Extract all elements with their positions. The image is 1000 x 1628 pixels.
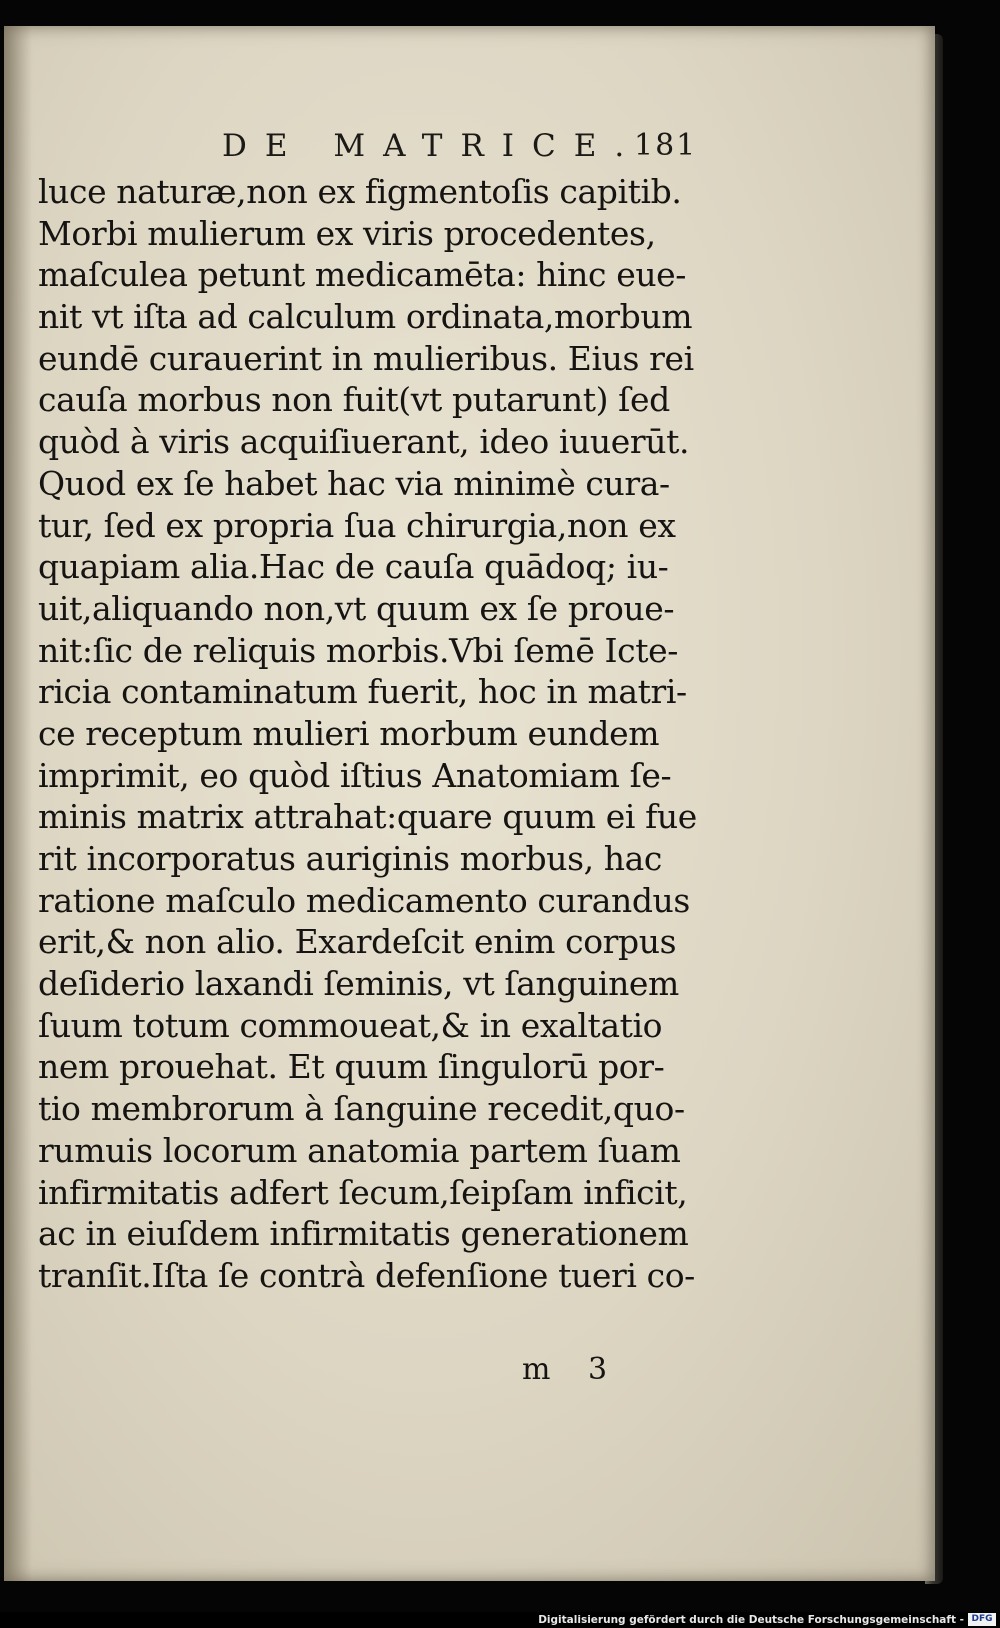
running-head-title: DE MATRICE. (222, 128, 643, 164)
text-line: ac in eiuſdem infirmitatis generationem (38, 1214, 689, 1254)
text-line: tranſit.Iſta ſe contrà defenſione tueri co- (38, 1255, 695, 1295)
body-text (38, 171, 698, 1297)
text-line: deſiderio laxandi ſeminis, vt ſanguinem (38, 964, 679, 1004)
text-line: rumuis locorum anatomia partem ſuam (38, 1130, 681, 1170)
text-line: uit,aliquando non,vt quum ex ſe proue- (38, 588, 675, 628)
text-line: nit:ſic de reliquis morbis.Vbi ſemē Icte- (38, 630, 678, 670)
text-line: infirmitatis adfert ſecum,ſeipſam inficit, (38, 1172, 688, 1212)
text-line: tio membrorum à ſanguine recedit,quo- (38, 1089, 685, 1129)
text-line: nem prouehat. Et quum ſingulorū por- (38, 1047, 665, 1087)
text-line: luce naturæ,non ex figmentoſis capitib. (38, 172, 682, 211)
text-line: tur, ſed ex propria ſua chirurgia,non ex (38, 505, 676, 545)
text-line: Quod ex ſe habet hac via minimè cura- (38, 463, 670, 503)
text-line: minis matrix attrahat:quare quum ei fue (38, 797, 697, 837)
text-line: rit incorporatus auriginis morbus, hac (38, 839, 662, 878)
text-line: ce receptum mulieri morbum eundem (38, 713, 660, 753)
dfg-logo: DFG (968, 1613, 996, 1626)
text-line: ratione maſculo medicamento curandus (38, 880, 690, 920)
text-line: maſculea petunt medicamēta: hinc eue- (38, 255, 687, 295)
text-line: ſuum totum commoueat,& in exaltatio (38, 1005, 663, 1045)
text-line: quòd à viris acquiſiuerant, ideo iuuerūt. (38, 422, 690, 462)
text-line: erit,& non alio. Exardeſcit enim corpus (38, 922, 677, 962)
running-head (222, 128, 722, 168)
gutter-shadow (4, 26, 32, 1581)
funding-credit: Digitalisierung gefördert durch die Deutsche Forschungsgemeinschaft - (538, 1614, 964, 1626)
page-number: 181 (634, 128, 698, 163)
text-line: Morbi mulierum ex viris procedentes, (38, 213, 656, 253)
signature-mark: m 3 (522, 1352, 622, 1387)
text-line: nit vt iſta ad calculum ordinata,morbum (38, 297, 693, 337)
text-line: eundē curauerint in mulieribus. Eius rei (38, 338, 694, 378)
text-line: imprimit, eo quòd iſtius Anatomiam ſe- (38, 755, 672, 795)
text-line: ricia contaminatum fuerit, hoc in matri- (38, 672, 687, 712)
text-line: cauſa morbus non fuit(vt putarunt) ſed (38, 380, 670, 420)
text-line: quapiam alia.Hac de cauſa quādoq; iu- (38, 547, 669, 587)
